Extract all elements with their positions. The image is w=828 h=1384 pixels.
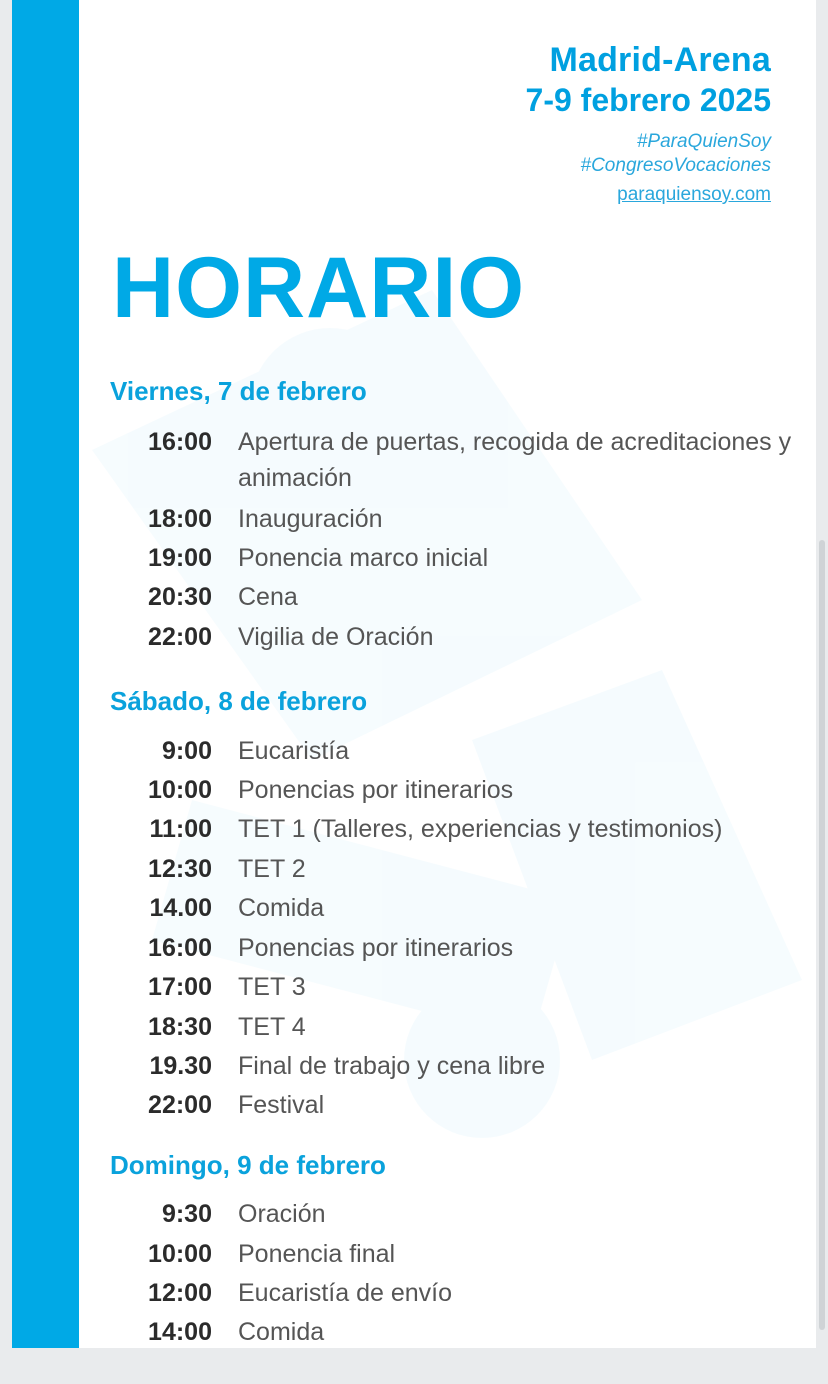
day-heading-viernes: Viernes, 7 de febrero: [110, 376, 367, 406]
page-title: HORARIO: [112, 240, 526, 336]
event-time: 9:00: [161, 737, 212, 765]
schedule-row: [122, 1275, 802, 1311]
schedule-row: [122, 1236, 802, 1272]
schedule-row: [122, 619, 802, 655]
schedule-page: [12, 0, 816, 1348]
event-time: 10:00: [148, 1240, 212, 1268]
event-time: 18:00: [148, 505, 212, 533]
event-header: [526, 40, 771, 208]
event-label: Ponencias por itinerarios: [238, 776, 514, 804]
event-time: 17:00: [148, 973, 212, 1001]
schedule-row: [122, 501, 802, 537]
event-label: Oración: [238, 1200, 326, 1228]
schedule-row: [122, 890, 802, 926]
schedule-row: [122, 930, 802, 966]
event-label: Ponencia marco inicial: [238, 544, 489, 572]
schedule-row: [122, 1048, 802, 1084]
event-time: 10:00: [148, 776, 212, 804]
event-time: 20:30: [148, 583, 212, 611]
scrollbar[interactable]: [819, 540, 825, 1330]
event-time: 19.30: [149, 1052, 212, 1080]
schedule-row: [122, 424, 802, 496]
schedule-row: [122, 811, 802, 847]
event-label: Festival: [238, 1091, 325, 1119]
event-label: Eucaristía de envío: [238, 1279, 453, 1307]
event-label: Comida: [238, 1318, 325, 1346]
event-label: Ponencia final: [238, 1240, 396, 1268]
accent-sidebar: [12, 0, 79, 1348]
event-time: 16:00: [148, 934, 212, 962]
event-time: 22:00: [148, 1091, 212, 1119]
event-dates: 7-9 febrero 2025: [525, 82, 771, 118]
event-label: Vigilia de Oración: [238, 623, 434, 651]
event-time: 11:00: [149, 815, 212, 843]
schedule-row: [122, 772, 802, 808]
schedule-row: [122, 1196, 802, 1232]
schedule-row: [122, 1009, 802, 1045]
event-label: TET 1 (Talleres, experiencias y testimonios): [238, 815, 723, 843]
event-time: 14.00: [149, 894, 212, 922]
event-time: 9:30: [161, 1200, 212, 1228]
event-time: 12:00: [148, 1279, 212, 1307]
event-label: TET 2: [238, 855, 306, 883]
event-label: TET 3: [238, 973, 306, 1001]
event-label: Final de trabajo y cena libre: [238, 1052, 546, 1080]
day-heading-sabado: Sábado, 8 de febrero: [110, 686, 368, 716]
day-heading-domingo: Domingo, 9 de febrero: [110, 1150, 386, 1180]
hashtag-paraquiensoy: #ParaQuienSoy: [636, 131, 771, 152]
event-label: Ponencias por itinerarios: [238, 934, 514, 962]
event-label: Inauguración: [238, 505, 383, 533]
schedule-row: [122, 1314, 802, 1348]
event-label: Comida: [238, 894, 325, 922]
schedule-row: [122, 540, 802, 576]
event-time: 14:00: [148, 1318, 212, 1346]
venue-name: Madrid-Arena: [549, 41, 771, 79]
schedule-row: [122, 1087, 802, 1123]
event-time: 22:00: [148, 623, 212, 651]
event-label: TET 4: [238, 1013, 306, 1041]
event-label: Eucaristía: [238, 737, 350, 765]
schedule-row: [122, 579, 802, 615]
event-label: Cena: [238, 583, 298, 611]
schedule-row: [122, 969, 802, 1005]
event-time: 16:00: [148, 428, 212, 456]
event-time: 18:30: [148, 1013, 212, 1041]
event-time: 12:30: [148, 855, 212, 883]
event-time: 19:00: [148, 544, 212, 572]
schedule-row: [122, 733, 802, 769]
event-label: Apertura de puertas, recogida de acreditaciones y animación: [238, 428, 792, 492]
hashtag-congreso: #CongresoVocaciones: [580, 155, 771, 176]
website-link[interactable]: paraquiensoy.com: [617, 184, 771, 205]
schedule-row: [122, 851, 802, 887]
